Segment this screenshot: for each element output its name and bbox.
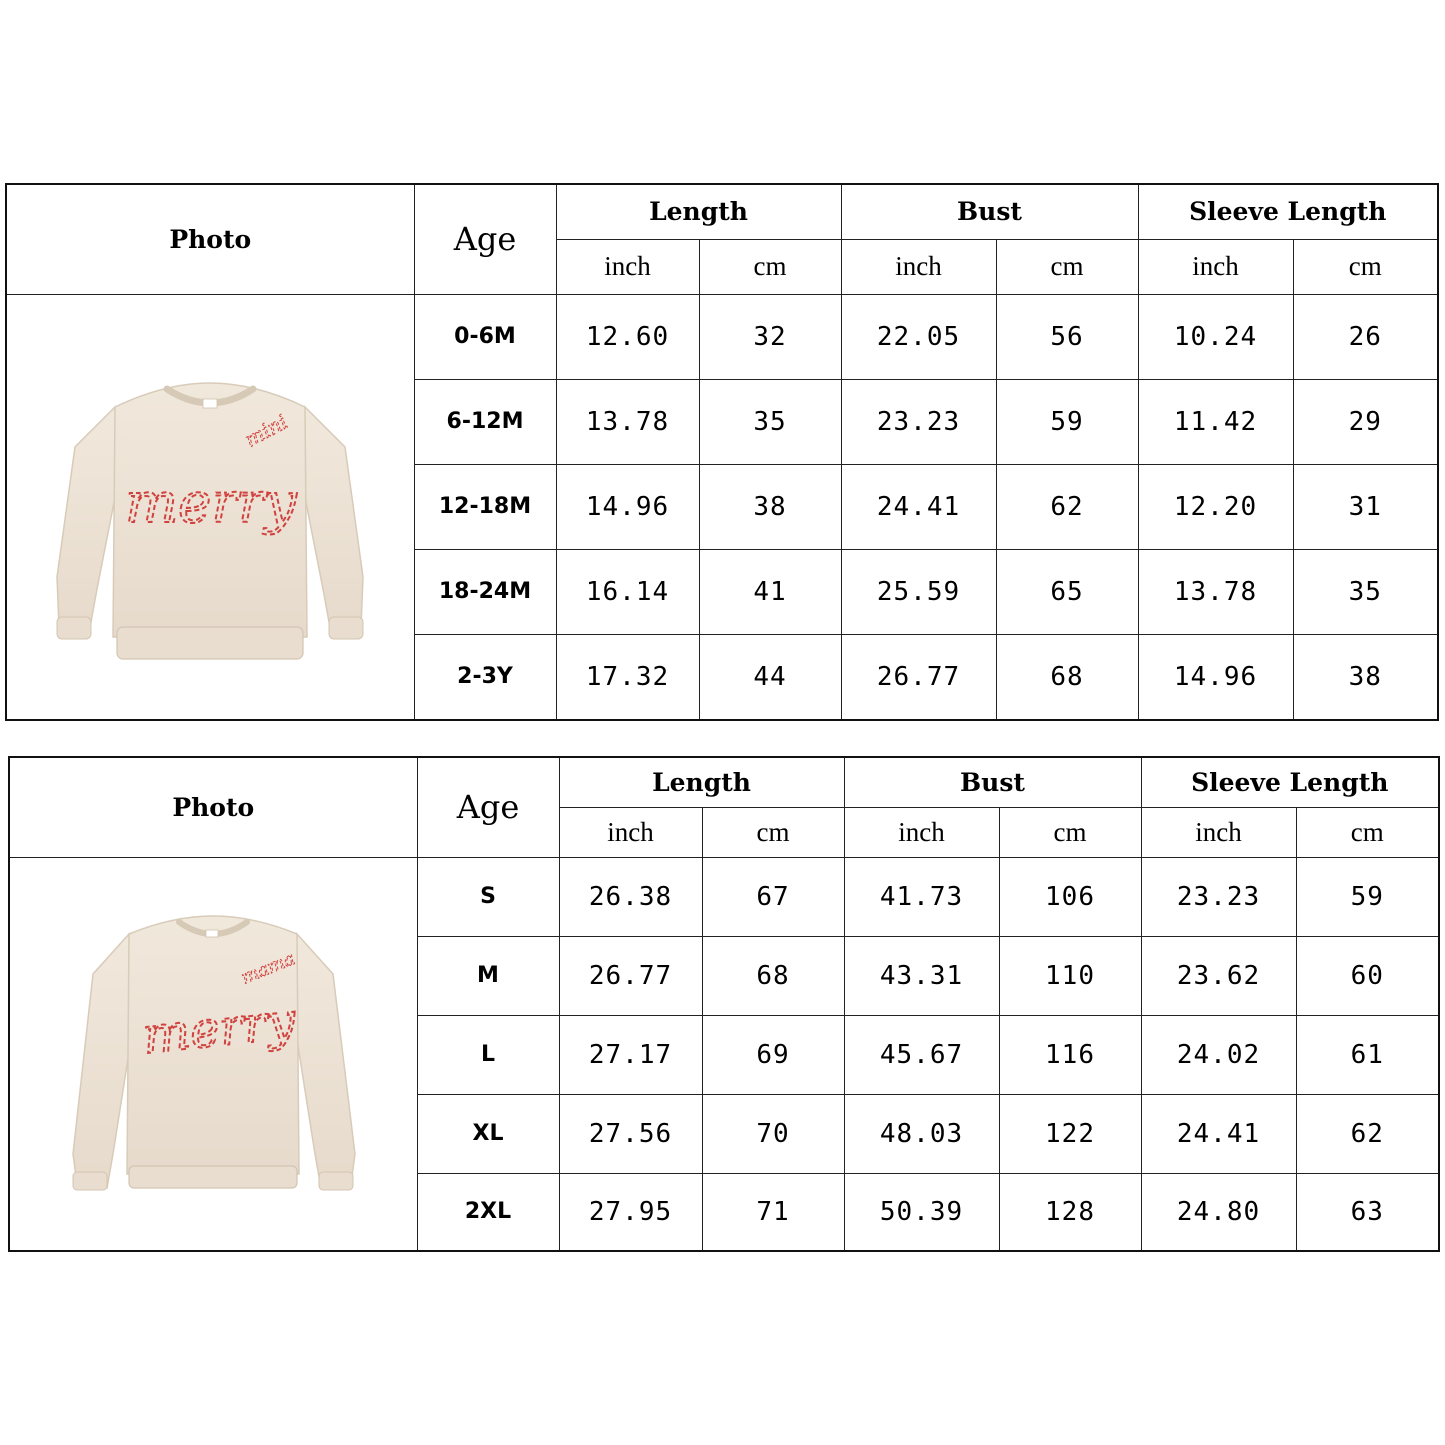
product-photo — [6, 294, 414, 720]
photo-header: Photo — [9, 757, 417, 857]
value-cell: 16.14 — [556, 549, 699, 634]
age-cell: L — [417, 1015, 559, 1094]
sweater-script: merry — [125, 470, 297, 536]
value-cell: 25.59 — [841, 549, 996, 634]
value-cell: 11.42 — [1138, 379, 1293, 464]
value-cell: 50.39 — [844, 1173, 999, 1251]
unit-header: inch — [841, 239, 996, 294]
value-cell: 35 — [699, 379, 841, 464]
age-header: Age — [414, 184, 556, 294]
sleeve-length-header: Sleeve Length — [1141, 757, 1439, 807]
value-cell: 41.73 — [844, 857, 999, 936]
adult-sweater-illustration — [43, 904, 383, 1204]
kids-sweater-illustration — [45, 337, 375, 677]
value-cell: 56 — [996, 294, 1138, 379]
value-cell: 122 — [999, 1094, 1141, 1173]
photo-header: Photo — [6, 184, 414, 294]
value-cell: 13.78 — [556, 379, 699, 464]
age-cell: M — [417, 936, 559, 1015]
bust-header: Bust — [844, 757, 1141, 807]
unit-header: cm — [996, 239, 1138, 294]
unit-header: cm — [1293, 239, 1438, 294]
value-cell: 22.05 — [841, 294, 996, 379]
value-cell: 24.41 — [1141, 1094, 1296, 1173]
value-cell: 32 — [699, 294, 841, 379]
value-cell: 23.62 — [1141, 936, 1296, 1015]
value-cell: 69 — [702, 1015, 844, 1094]
age-cell: 2XL — [417, 1173, 559, 1251]
age-cell: XL — [417, 1094, 559, 1173]
table-row — [9, 857, 1439, 936]
age-cell: 12-18M — [414, 464, 556, 549]
bust-header: Bust — [841, 184, 1138, 239]
value-cell: 23.23 — [841, 379, 996, 464]
age-cell: 2-3Y — [414, 634, 556, 720]
value-cell: 27.56 — [559, 1094, 702, 1173]
length-header: Length — [556, 184, 841, 239]
value-cell: 35 — [1293, 549, 1438, 634]
unit-header: inch — [1138, 239, 1293, 294]
value-cell: 45.67 — [844, 1015, 999, 1094]
unit-header: cm — [702, 807, 844, 857]
value-cell: 29 — [1293, 379, 1438, 464]
value-cell: 59 — [1296, 857, 1439, 936]
value-cell: 43.31 — [844, 936, 999, 1015]
length-header: Length — [559, 757, 844, 807]
unit-header: cm — [699, 239, 841, 294]
unit-header: inch — [556, 239, 699, 294]
size-chart-kids — [5, 183, 1439, 721]
value-cell: 13.78 — [1138, 549, 1293, 634]
unit-header: inch — [844, 807, 999, 857]
value-cell: 60 — [1296, 936, 1439, 1015]
age-cell: 0-6M — [414, 294, 556, 379]
value-cell: 24.02 — [1141, 1015, 1296, 1094]
value-cell: 26.77 — [559, 936, 702, 1015]
value-cell: 17.32 — [556, 634, 699, 720]
value-cell: 27.95 — [559, 1173, 702, 1251]
value-cell: 116 — [999, 1015, 1141, 1094]
size-chart-adult — [8, 756, 1440, 1252]
sweater-collar-text: mini — [240, 409, 292, 452]
value-cell: 67 — [702, 857, 844, 936]
value-cell: 106 — [999, 857, 1141, 936]
age-cell: S — [417, 857, 559, 936]
value-cell: 23.23 — [1141, 857, 1296, 936]
value-cell: 26.77 — [841, 634, 996, 720]
value-cell: 59 — [996, 379, 1138, 464]
sweater-collar-text: mama — [238, 948, 299, 989]
value-cell: 61 — [1296, 1015, 1439, 1094]
value-cell: 110 — [999, 936, 1141, 1015]
value-cell: 62 — [996, 464, 1138, 549]
unit-header: inch — [559, 807, 702, 857]
sweater-script: merry — [140, 991, 299, 1065]
value-cell: 128 — [999, 1173, 1141, 1251]
value-cell: 31 — [1293, 464, 1438, 549]
value-cell: 26.38 — [559, 857, 702, 936]
age-cell: 18-24M — [414, 549, 556, 634]
value-cell: 44 — [699, 634, 841, 720]
value-cell: 27.17 — [559, 1015, 702, 1094]
table-row — [6, 294, 1438, 379]
value-cell: 38 — [1293, 634, 1438, 720]
value-cell: 10.24 — [1138, 294, 1293, 379]
value-cell: 62 — [1296, 1094, 1439, 1173]
unit-header: inch — [1141, 807, 1296, 857]
value-cell: 26 — [1293, 294, 1438, 379]
value-cell: 41 — [699, 549, 841, 634]
value-cell: 68 — [702, 936, 844, 1015]
value-cell: 71 — [702, 1173, 844, 1251]
value-cell: 38 — [699, 464, 841, 549]
value-cell: 48.03 — [844, 1094, 999, 1173]
product-photo — [9, 857, 417, 1251]
age-cell: 6-12M — [414, 379, 556, 464]
value-cell: 68 — [996, 634, 1138, 720]
unit-header: cm — [999, 807, 1141, 857]
value-cell: 63 — [1296, 1173, 1439, 1251]
value-cell: 12.60 — [556, 294, 699, 379]
value-cell: 24.80 — [1141, 1173, 1296, 1251]
value-cell: 12.20 — [1138, 464, 1293, 549]
value-cell: 24.41 — [841, 464, 996, 549]
value-cell: 70 — [702, 1094, 844, 1173]
age-header: Age — [417, 757, 559, 857]
value-cell: 65 — [996, 549, 1138, 634]
value-cell: 14.96 — [1138, 634, 1293, 720]
unit-header: cm — [1296, 807, 1439, 857]
value-cell: 14.96 — [556, 464, 699, 549]
sleeve-length-header: Sleeve Length — [1138, 184, 1438, 239]
